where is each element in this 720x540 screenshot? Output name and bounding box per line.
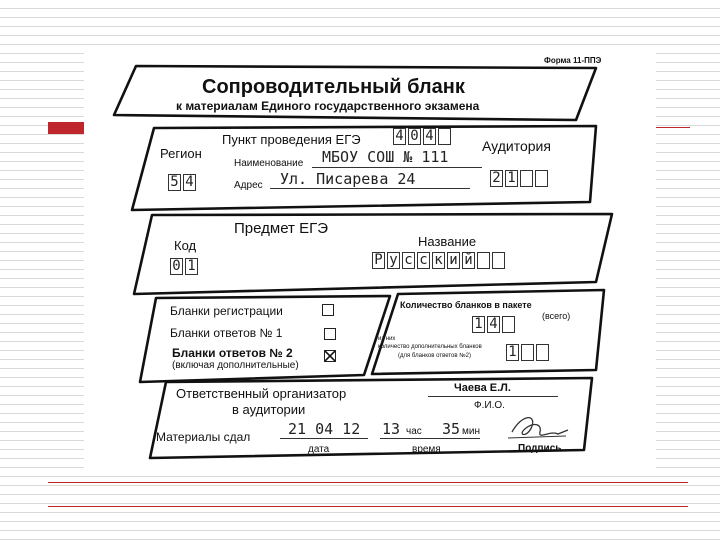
extra-forms-digit[interactable] <box>536 344 549 361</box>
extra-forms-cells <box>506 344 551 361</box>
forms-count-total-label: (всего) <box>542 311 571 321</box>
hour-value[interactable]: 13 <box>382 420 401 438</box>
school-name-line <box>312 167 482 168</box>
auditorium-digit[interactable] <box>535 170 548 187</box>
answer-forms-1-checkbox[interactable] <box>324 328 336 340</box>
minute-value[interactable]: 35 <box>442 420 461 438</box>
subject-code-cells <box>170 258 200 275</box>
forms-count-label: Количество бланков в пакете <box>400 300 532 310</box>
subject-name-letter[interactable]: с <box>417 252 430 269</box>
exam-point-label: Пункт проведения ЕГЭ <box>222 132 361 147</box>
forms-count-digit[interactable]: 1 <box>472 316 485 333</box>
region-digit[interactable]: 5 <box>168 174 181 191</box>
auditorium-digit[interactable] <box>520 170 533 187</box>
form-code: Форма 11-ППЭ <box>544 56 602 65</box>
signature-scribble <box>502 410 574 444</box>
subject-name-letter[interactable] <box>477 252 490 269</box>
subject-name-letter[interactable]: Р <box>372 252 385 269</box>
form-title: Сопроводительный бланк <box>202 76 465 98</box>
subject-name-letter[interactable]: к <box>432 252 445 269</box>
exam-point-digit[interactable] <box>438 128 451 145</box>
hour-label: час <box>406 426 422 437</box>
subject-code-digit[interactable]: 1 <box>185 258 198 275</box>
date-value[interactable]: 21 04 12 <box>288 420 361 438</box>
answer-forms-1-label: Бланки ответов № 1 <box>170 326 283 340</box>
subject-code-digit[interactable]: 0 <box>170 258 183 275</box>
extra-forms-label-2: количество дополнительных бланков <box>378 344 482 350</box>
signature-label: Подпись <box>518 443 562 454</box>
auditorium-digit[interactable]: 1 <box>505 170 518 187</box>
responsible-organizer-label-2: в аудитории <box>232 402 306 417</box>
auditorium-digit[interactable]: 2 <box>490 170 503 187</box>
exam-point-cells <box>393 128 453 145</box>
slide-rule-bottom-1 <box>48 482 688 483</box>
subject-name-cells <box>372 252 507 269</box>
extra-forms-label-3: (для бланков ответов №2) <box>398 353 471 359</box>
extra-forms-digit[interactable] <box>521 344 534 361</box>
region-digit[interactable]: 4 <box>183 174 196 191</box>
address-value[interactable]: Ул. Писарева 24 <box>280 170 416 188</box>
auditorium-label: Аудитория <box>482 138 551 154</box>
organizer-name-value[interactable]: Чаева Е.Л. <box>454 382 511 394</box>
school-name-label: Наименование <box>234 158 304 169</box>
exam-point-digit[interactable]: 4 <box>393 128 406 145</box>
organizer-name-line <box>428 396 558 397</box>
date-label: дата <box>308 444 330 455</box>
subject-name-letter[interactable]: й <box>462 252 475 269</box>
slide-rule-bottom-2 <box>48 506 688 507</box>
form-subtitle: к материалам Единого государственного экзамена <box>176 99 480 113</box>
forms-count-digit[interactable] <box>502 316 515 333</box>
time-line <box>380 438 480 439</box>
check-cross-icon <box>325 351 335 361</box>
date-line <box>280 438 368 439</box>
minute-label: мин <box>462 426 480 437</box>
subject-name-label: Название <box>418 234 477 249</box>
answer-forms-2-checkbox[interactable] <box>324 350 336 362</box>
materials-handed-label: Материалы сдал <box>156 430 251 444</box>
region-label: Регион <box>160 146 202 161</box>
answer-forms-2-label: Бланки ответов № 2 <box>172 346 293 360</box>
address-label: Адрес <box>234 180 263 191</box>
accompanying-form <box>84 50 656 470</box>
extra-forms-digit[interactable]: 1 <box>506 344 519 361</box>
school-name-value[interactable]: МБОУ СОШ № 111 <box>322 148 449 166</box>
subject-code-label: Код <box>174 238 197 253</box>
subject-name-letter[interactable]: и <box>447 252 460 269</box>
auditorium-cells <box>490 170 550 187</box>
time-label: время <box>412 444 441 455</box>
subject-name-letter[interactable]: с <box>402 252 415 269</box>
address-line <box>270 188 470 189</box>
responsible-organizer-label: Ответственный организатор <box>176 386 347 401</box>
registration-forms-label: Бланки регистрации <box>170 304 283 318</box>
subject-name-letter[interactable] <box>492 252 505 269</box>
answer-forms-2-note: (включая дополнительные) <box>172 360 299 371</box>
subject-name-letter[interactable]: у <box>387 252 400 269</box>
extra-forms-label-1: из них <box>378 336 396 342</box>
registration-forms-checkbox[interactable] <box>322 304 334 316</box>
region-cells <box>168 174 198 191</box>
fio-label: Ф.И.О. <box>474 400 505 411</box>
forms-count-digit[interactable]: 4 <box>487 316 500 333</box>
forms-count-cells <box>472 316 517 333</box>
exam-point-digit[interactable]: 0 <box>408 128 421 145</box>
subject-label: Предмет ЕГЭ <box>234 220 328 237</box>
exam-point-digit[interactable]: 4 <box>423 128 436 145</box>
